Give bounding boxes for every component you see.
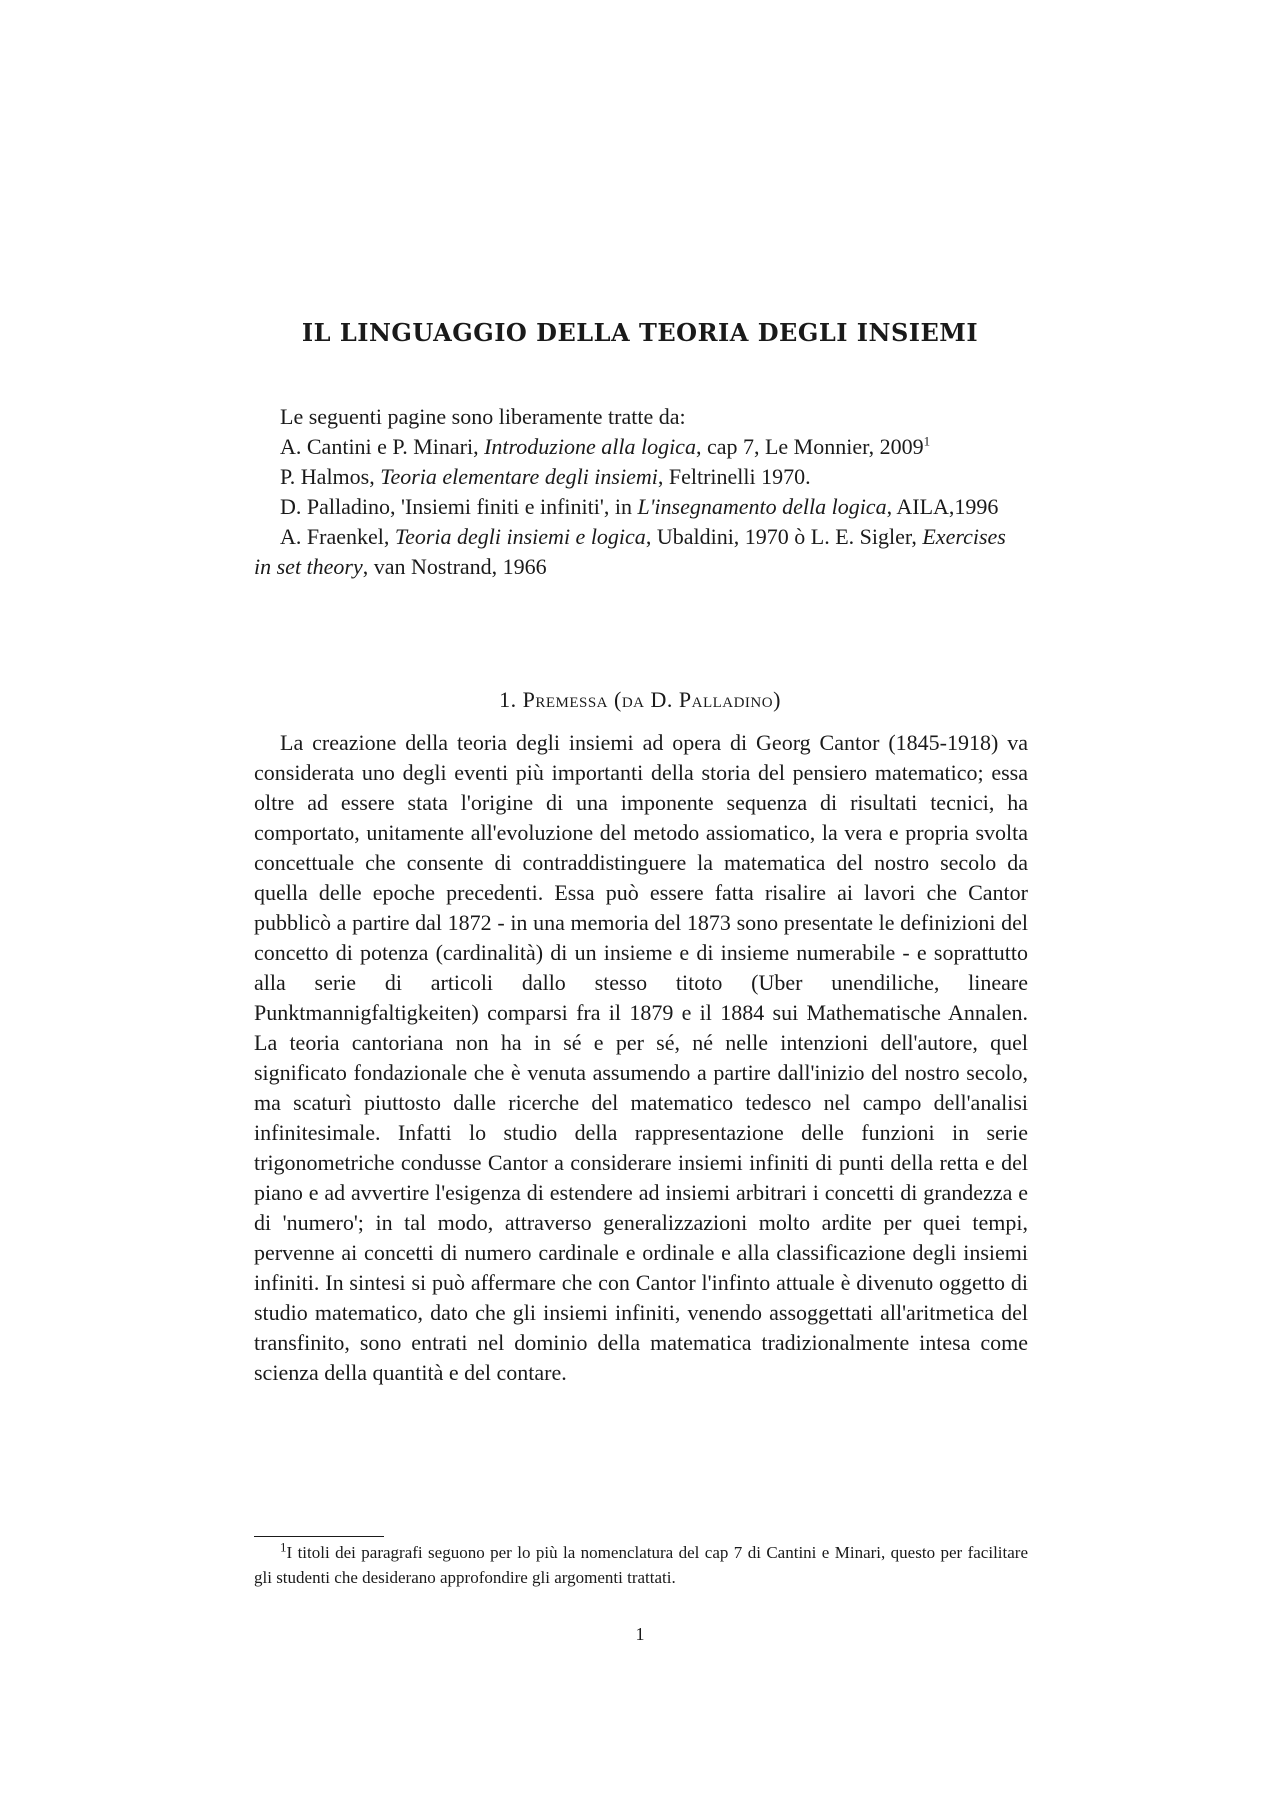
body-paragraph: La creazione della teoria degli insiemi ad opera di Georg Cantor (1845-1918) va considerata uno degli eventi più importanti della storia del pensiero matematico; essa oltre ad essere stata l'origine di una imponente sequenza di risultati tecnici, ha comportato, unitamente all'evoluzione del metodo assiomatico, la vera e propria svolta concettuale che consente di contraddistinguere la matematica del nostro secolo da quella delle epoche precedenti. Essa può essere fatta risalire ai lavori che Cantor pubblicò a partire dal 1872 - in una memoria del 1873 sono presentate le definizioni del concetto di potenza (cardinalità) di un insieme e di insieme numerabile - e soprattutto alla serie di articoli dallo stesso titoto (Uber unendiliche, lineare Punktmannigfaltigkeiten) comparsi fra il 1879 e il 1884 sui Mathematische Annalen. La teoria cantoriana non ha in sé e per sé, né nelle intenzioni dell'autore, quel significato fondazionale che è venuta assumendo a partire dall'inizio del nostro secolo, ma scaturì piuttosto dalle ricerche del matematico tedesco nel campo dell'analisi infinitesimale. Infatti lo studio della rappresentazione delle funzioni in serie trigonometriche condusse Cantor a considerare insiemi infiniti di punti della retta e del piano e ad avvertire l'esigenza di estendere ad insiemi arbitrari i concetti di grandezza e di 'numero'; in tal modo, attraverso generalizzazioni molto ardite per quei tempi, pervenne ai concetti di numero cardinale e ordinale e alla classificazione degli insiemi infiniti. In sintesi si può affermare che con Cantor l'infinto attuale è divenuto oggetto di studio matematico, dato che gli insiemi infiniti, venendo assoggettati all'aritmetica del transfinito, sono entrati nel dominio della matematica tradizionalmente intesa come scienza della quantità e del contare. [254, 730, 1028, 1385]
footnote-divider [254, 1536, 384, 1537]
footnote [254, 1540, 1028, 1590]
footnote-number: 1 [280, 1539, 287, 1555]
document-title: IL LINGUAGGIO DELLA TEORIA DEGLI INSIEMI [301, 318, 979, 347]
source-halmos: P. Halmos, Teoria elementare degli insiemi, Feltrinelli 1970. [280, 464, 811, 489]
source-palladino: D. Palladino, 'Insiemi finiti e infiniti', in L'insegnamento della logica, AILA,1996 [280, 494, 999, 519]
footnote-text: I titoli dei paragrafi seguono per lo più la nomenclatura del cap 7 di Cantini e Minari, questo per facilitare gli studenti che desiderano approfondire gli argomenti trattati. [254, 1543, 1028, 1587]
source-fraenkel-sigler: A. Fraenkel, Teoria degli insiemi e logica, Ubaldini, 1970 ò L. E. Sigler, Exercises in set theory, van Nostrand, 1966 [254, 524, 1006, 579]
footnote-mark: 1 [923, 433, 931, 449]
sources-lead: Le seguenti pagine sono liberamente tratte da: [280, 404, 686, 429]
section-heading: 1. Premessa (da D. Palladino) [499, 687, 781, 712]
source-cantini-minari: A. Cantini e P. Minari, Introduzione alla logica, cap 7, Le Monnier, 2009$^1$ [280, 433, 931, 459]
page-number: 1 [635, 1624, 645, 1644]
sources-list [254, 402, 1028, 582]
